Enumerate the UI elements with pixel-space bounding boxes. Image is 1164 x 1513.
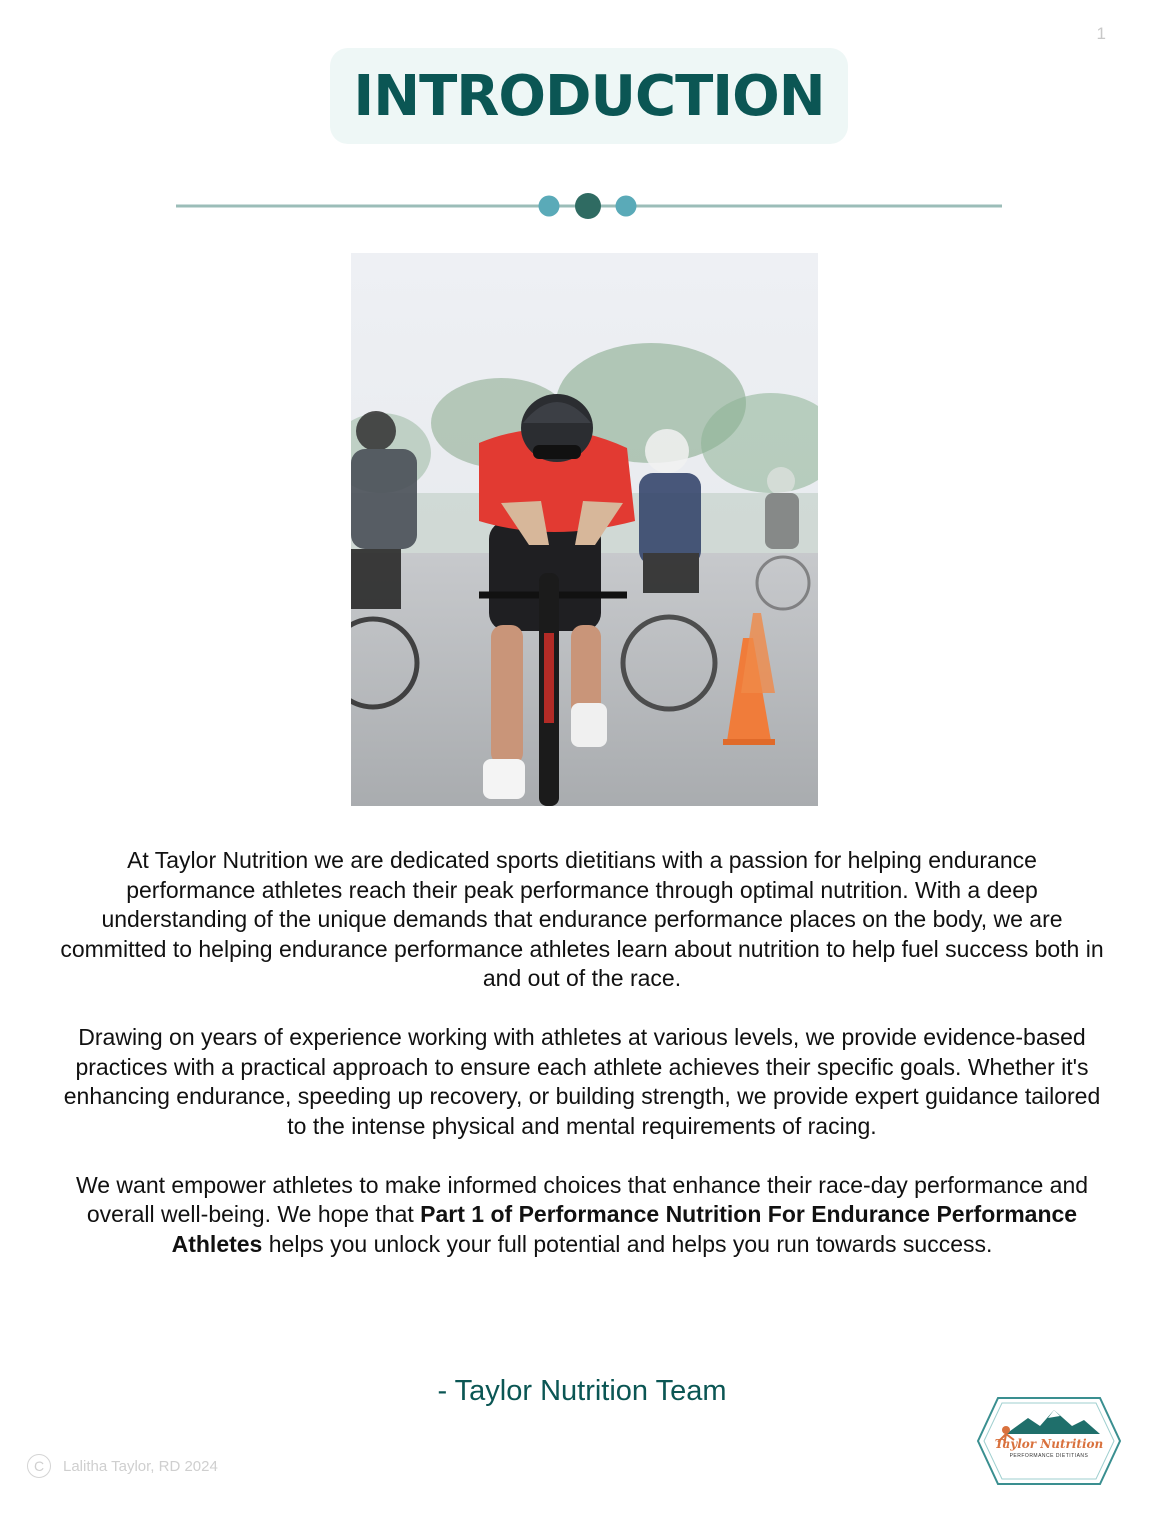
cyclists-photo	[351, 253, 818, 806]
taylor-nutrition-logo	[976, 1396, 1122, 1486]
title-banner	[330, 48, 848, 144]
logo-subtitle: PERFORMANCE DIETITIANS	[1009, 1453, 1089, 1459]
logo-name: Taylor Nutrition	[994, 1437, 1104, 1451]
paragraph-3	[60, 1171, 1104, 1260]
copyright-notice	[27, 1454, 218, 1478]
section-divider	[176, 190, 1002, 222]
page-title: INTRODUCTION	[353, 63, 825, 129]
paragraph-3-tail: helps you unlock your full potential and helps you run towards success.	[262, 1230, 993, 1257]
page-number: 1	[1096, 24, 1106, 43]
paragraph-1: At Taylor Nutrition we are dedicated sports dietitians with a passion for helping endurance performance athletes reach their peak performance through optimal nutrition. With a deep understanding of the unique demands that endurance performance places on the body, we are committed to helping endurance performance athletes learn about nutrition to help fuel success both in and out of the race.	[60, 847, 1104, 991]
copyright-icon: C	[27, 1454, 51, 1478]
signature: - Taylor Nutrition Team	[437, 1375, 727, 1407]
paragraph-2: Drawing on years of experience working with athletes at various levels, we provide evidence-based practices with a practical approach to ensure each athlete achieves their specific goals. Whether it's enhancing endurance, speeding up recovery, or building strength, we provide expert guidance tailored to the intense physical and mental requirements of racing.	[63, 1024, 1101, 1139]
intro-body	[60, 846, 1104, 1289]
divider-dot-left	[539, 196, 560, 217]
divider-dot-center	[575, 193, 601, 219]
guide-title: Part 1 of Performance Nutrition For Endurance Performance Athletes	[171, 1201, 1078, 1257]
paragraph-3-lead: We want empower athletes to make informed choices that enhance their race-day performance and overall well-being. We hope that	[75, 1171, 1089, 1227]
cyclists-race-photo-icon	[351, 253, 818, 806]
divider-dot-right	[616, 196, 637, 217]
copyright-text: Lalitha Taylor, RD 2024	[63, 1457, 218, 1475]
